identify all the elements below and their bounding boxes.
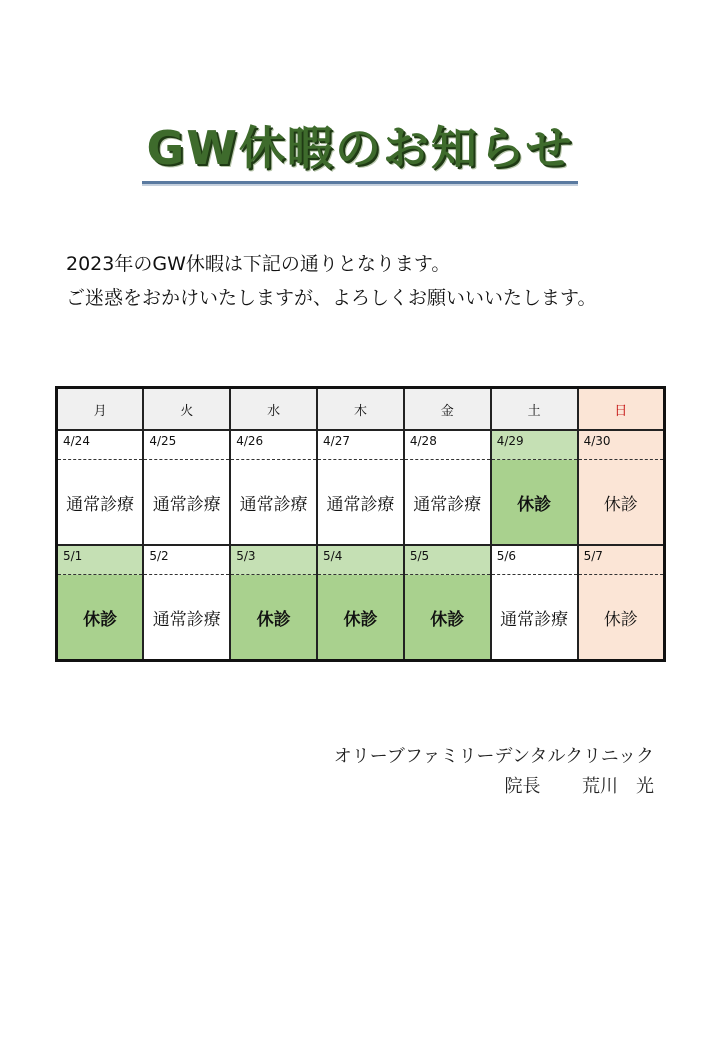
status-cell: 通常診療 [143, 460, 230, 546]
date-cell: 4/24 [57, 430, 144, 460]
date-cell: 4/26 [230, 430, 317, 460]
date-cell: 5/7 [578, 545, 665, 575]
director-role: 院長 [504, 776, 541, 797]
title-area [0, 112, 720, 184]
notice-message [66, 252, 686, 320]
weekday-sat: 土 [491, 388, 578, 431]
status-cell-closed: 休診 [404, 575, 491, 661]
holiday-calendar [55, 386, 666, 662]
message-line-1: 2023年のGW休暇は下記の通りとなります。 [66, 253, 451, 275]
signature [334, 742, 654, 802]
weekday-header-row [57, 388, 665, 431]
date-cell: 5/6 [491, 545, 578, 575]
date-cell: 4/29 [491, 430, 578, 460]
status-cell: 通常診療 [230, 460, 317, 546]
status-cell: 通常診療 [57, 460, 144, 546]
status-cell-closed: 休診 [578, 460, 665, 546]
weekday-wed: 水 [230, 388, 317, 431]
message-line-2: ご迷惑をおかけいたしますが、よろしくお願いいいたします。 [66, 287, 597, 309]
date-cell: 4/27 [317, 430, 404, 460]
status-cell: 通常診療 [143, 575, 230, 661]
date-cell: 5/3 [230, 545, 317, 575]
date-cell: 5/4 [317, 545, 404, 575]
director-name: 荒川 光 [582, 776, 654, 797]
status-cell-closed: 休診 [578, 575, 665, 661]
week2-date-row [57, 545, 665, 575]
status-cell-closed: 休診 [230, 575, 317, 661]
week1-date-row [57, 430, 665, 460]
weekday-fri: 金 [404, 388, 491, 431]
weekday-tue: 火 [143, 388, 230, 431]
date-cell: 4/25 [143, 430, 230, 460]
status-cell-closed: 休診 [57, 575, 144, 661]
week1-status-row [57, 460, 665, 546]
weekday-mon: 月 [57, 388, 144, 431]
status-cell-closed: 休診 [491, 460, 578, 546]
weekday-sun: 日 [578, 388, 665, 431]
status-cell: 通常診療 [404, 460, 491, 546]
week2-status-row [57, 575, 665, 661]
director-line [334, 772, 654, 802]
date-cell: 4/28 [404, 430, 491, 460]
status-cell-closed: 休診 [317, 575, 404, 661]
date-cell: 5/5 [404, 545, 491, 575]
date-cell: 5/2 [143, 545, 230, 575]
clinic-name: オリーブファミリーデンタルクリニック [333, 746, 654, 767]
date-cell: 4/30 [578, 430, 665, 460]
page-title: GW休暇のお知らせ [142, 112, 577, 184]
status-cell: 通常診療 [491, 575, 578, 661]
weekday-thu: 木 [317, 388, 404, 431]
date-cell: 5/1 [57, 545, 144, 575]
status-cell: 通常診療 [317, 460, 404, 546]
